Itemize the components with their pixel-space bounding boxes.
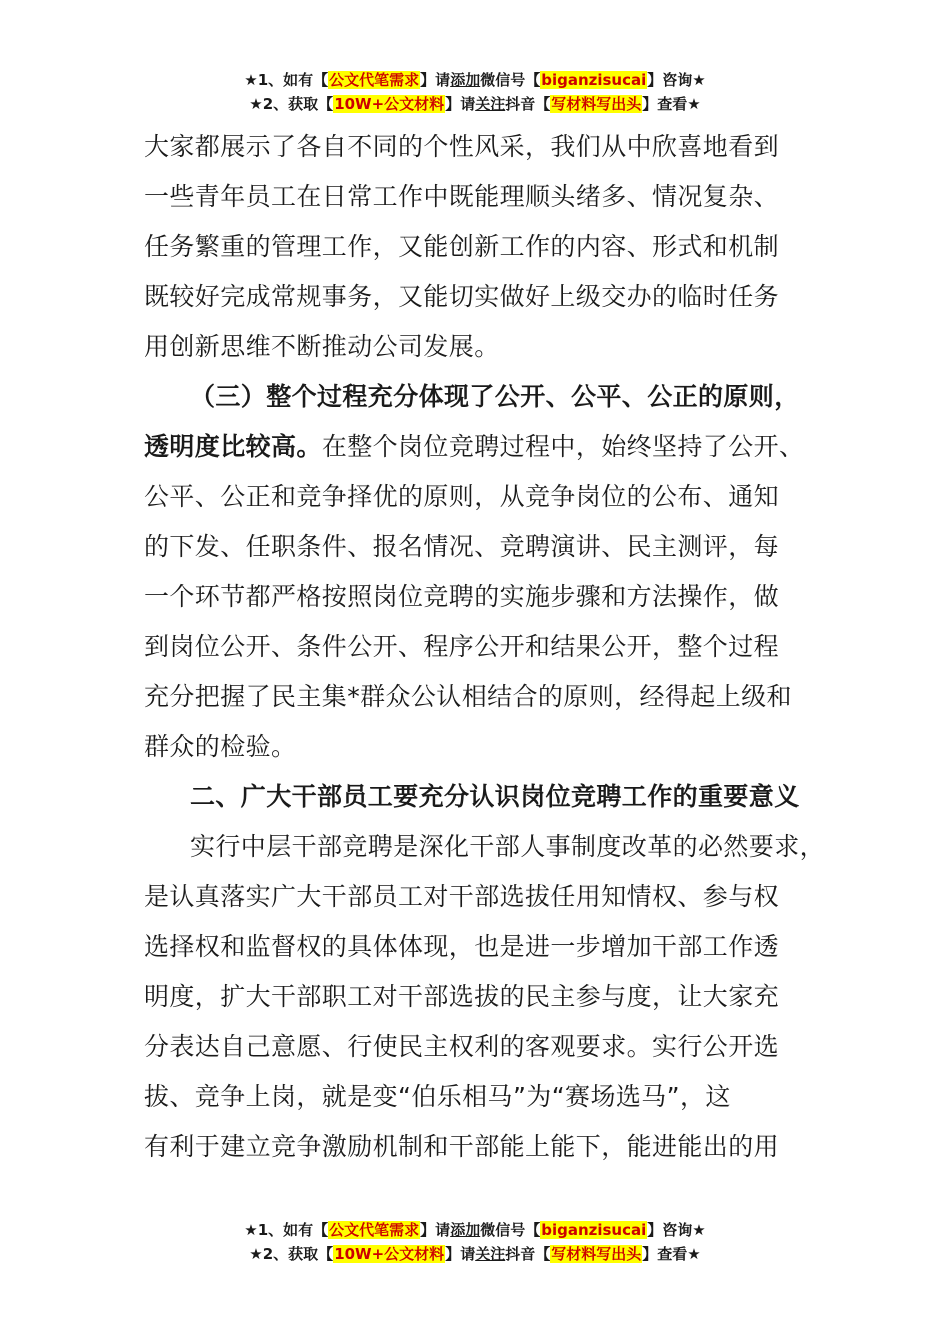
subheading-line: （三）整个过程充分体现了公开、公平、公正的原则， xyxy=(190,382,800,411)
banner-line-1 xyxy=(0,68,950,92)
highlight-text: biganzisucai xyxy=(541,1221,647,1239)
text-line: 大家都展示了各自不同的个性风采，我们从中欣喜地看到 xyxy=(144,132,780,161)
banner-line-2 xyxy=(0,1242,950,1266)
banner-text: 微信号【 xyxy=(480,71,541,89)
footer-banner xyxy=(0,1218,950,1266)
text-line: 到岗位公开、条件公开、程序公开和结果公开，整个过程 xyxy=(144,632,780,661)
section-heading: 二、广大干部员工要充分认识岗位竞聘工作的重要意义 xyxy=(190,782,800,811)
highlight-text: 10W+公文材料 xyxy=(334,95,445,113)
text-line: 拔、竞争上岗，就是变“伯乐相马”为“赛场选马”，这 xyxy=(144,1082,731,1111)
banner-text: 】咨询★ xyxy=(647,71,706,89)
text-line: 有利于建立竞争激励机制和干部能上能下，能进能出的用 xyxy=(144,1132,780,1161)
text-line: 实行中层干部竞聘是深化干部人事制度改革的必然要求， xyxy=(190,832,826,861)
banner-text: ★1、如有【 xyxy=(244,71,329,89)
text-line: 明度，扩大干部职工对干部选拔的民主参与度，让大家充 xyxy=(144,982,780,1011)
banner-line-1 xyxy=(0,1218,950,1242)
highlight-text: 公文代笔需求 xyxy=(329,1221,420,1239)
text-line: 是认真落实广大干部员工对干部选拔任用知情权、参与权 xyxy=(144,882,780,911)
highlight-text: 写材料写出头 xyxy=(551,1245,642,1263)
bold-lead: 透明度比较高。 xyxy=(144,432,322,461)
highlight-text: 10W+公文材料 xyxy=(334,1245,445,1263)
highlight-text: 公文代笔需求 xyxy=(329,71,420,89)
text-line: 的下发、任职条件、报名情况、竞聘演讲、民主测评，每 xyxy=(144,532,780,561)
banner-text: 抖音【 xyxy=(505,1245,551,1263)
banner-text: 】咨询★ xyxy=(647,1221,706,1239)
text-run: 在整个岗位竞聘过程中，始终坚持了公开、 xyxy=(321,432,805,461)
banner-text: 微信号【 xyxy=(480,1221,541,1239)
text-line: 选择权和监督权的具体体现，也是进一步增加干部工作透 xyxy=(144,932,780,961)
banner-text: 】请 xyxy=(420,71,451,89)
text-line: 一些青年员工在日常工作中既能理顺头绪多、情况复杂、 xyxy=(144,182,780,211)
underlined-text: 添加 xyxy=(450,71,481,89)
header-banner xyxy=(0,68,950,116)
banner-text: ★1、如有【 xyxy=(244,1221,329,1239)
banner-text: 】请 xyxy=(445,1245,476,1263)
underlined-text: 添加 xyxy=(450,1221,481,1239)
banner-text: ★2、获取【 xyxy=(249,95,334,113)
banner-text: 】查看★ xyxy=(642,1245,701,1263)
text-line: 公平、公正和竞争择优的原则，从竞争岗位的公布、通知 xyxy=(144,482,780,511)
text-line: 充分把握了民主集*群众公认相结合的原则，经得起上级和 xyxy=(144,682,792,711)
text-line xyxy=(144,422,834,472)
banner-line-2 xyxy=(0,92,950,116)
document-body xyxy=(144,122,834,1172)
underlined-text: 关注 xyxy=(475,95,506,113)
text-line: 既较好完成常规事务，又能切实做好上级交办的临时任务 xyxy=(144,282,780,311)
banner-text: 】查看★ xyxy=(642,95,701,113)
text-line: 一个环节都严格按照岗位竞聘的实施步骤和方法操作，做 xyxy=(144,582,780,611)
text-line: 分表达自己意愿、行使民主权利的客观要求。实行公开选 xyxy=(144,1032,780,1061)
underlined-text: 关注 xyxy=(475,1245,506,1263)
highlight-text: 写材料写出头 xyxy=(551,95,642,113)
highlight-text: biganzisucai xyxy=(541,71,647,89)
text-line: 用创新思维不断推动公司发展。 xyxy=(144,332,500,361)
text-line: 群众的检验。 xyxy=(144,732,297,761)
banner-text: 】请 xyxy=(445,95,476,113)
text-line: 任务繁重的管理工作，又能创新工作的内容、形式和机制 xyxy=(144,232,780,261)
banner-text: 】请 xyxy=(420,1221,451,1239)
banner-text: ★2、获取【 xyxy=(249,1245,334,1263)
banner-text: 抖音【 xyxy=(505,95,551,113)
